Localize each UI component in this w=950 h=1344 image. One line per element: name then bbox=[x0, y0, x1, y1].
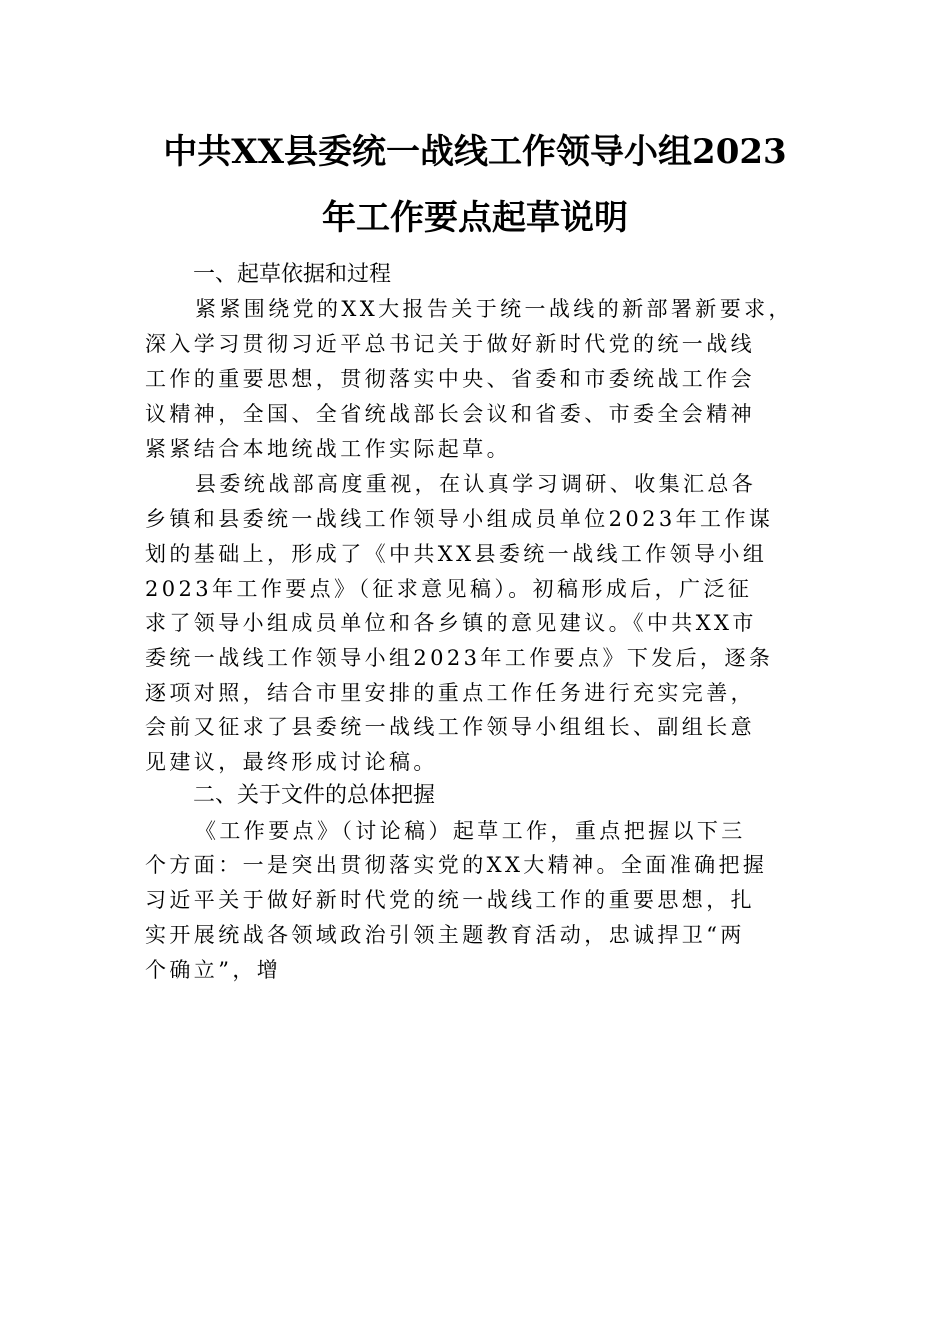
paragraph-line: 会前又征求了县委统一战线工作领导小组组长、副组长意 bbox=[145, 715, 755, 739]
paragraph-line: 见建议，最终形成讨论稿。 bbox=[145, 750, 438, 774]
paragraph-line: 划的基础上，形成了《中共XX县委统一战线工作领导小组 bbox=[145, 542, 768, 566]
section-1-heading: 一、起草依据和过程 bbox=[193, 262, 392, 287]
paragraph-line: 个方面：一是突出贯彻落实党的XX大精神。全面准确把握 bbox=[145, 853, 768, 877]
document-title-line-2: 年工作要点起草说明 bbox=[322, 198, 628, 238]
paragraph-line: 议精神，全国、全省统战部长会议和省委、市委全会精神 bbox=[145, 402, 755, 426]
paragraph-line: 求了领导小组成员单位和各乡镇的意见建议。《中共XX市 bbox=[145, 611, 757, 635]
document-title-line-1: 中共XX县委统一战线工作领导小组2023 bbox=[163, 132, 787, 172]
paragraph-line: 习近平关于做好新时代党的统一战线工作的重要思想，扎 bbox=[145, 888, 755, 912]
paragraph-line: 深入学习贯彻习近平总书记关于做好新时代党的统一战线 bbox=[145, 332, 755, 356]
paragraph-line: 逐项对照，结合市里安排的重点工作任务进行充实完善， bbox=[145, 681, 755, 705]
paragraph-line: 工作的重要思想，贯彻落实中央、省委和市委统战工作会 bbox=[145, 367, 755, 391]
paragraph-line: 2023年工作要点》（征求意见稿）。初稿形成后，广泛征 bbox=[145, 577, 753, 601]
paragraph-line: 《工作要点》（讨论稿）起草工作，重点把握以下三 bbox=[195, 819, 746, 843]
paragraph-line: 委统一战线工作领导小组2023年工作要点》下发后，逐条 bbox=[145, 646, 774, 670]
paragraph-line: 县委统战部高度重视，在认真学习调研、收集汇总各 bbox=[195, 472, 757, 496]
section-2-heading: 二、关于文件的总体把握 bbox=[193, 783, 436, 808]
paragraph-line: 紧紧围绕党的XX大报告关于统一战线的新部署新要求， bbox=[195, 297, 793, 321]
paragraph-line: 紧紧结合本地统战工作实际起草。 bbox=[145, 437, 511, 461]
paragraph-line: 实开展统战各领域政治引领主题教育活动，忠诚捍卫“两 bbox=[145, 923, 745, 947]
paragraph-line: 乡镇和县委统一战线工作领导小组成员单位2023年工作谋 bbox=[145, 507, 774, 531]
paragraph-line: 个确立”，增 bbox=[145, 958, 282, 982]
